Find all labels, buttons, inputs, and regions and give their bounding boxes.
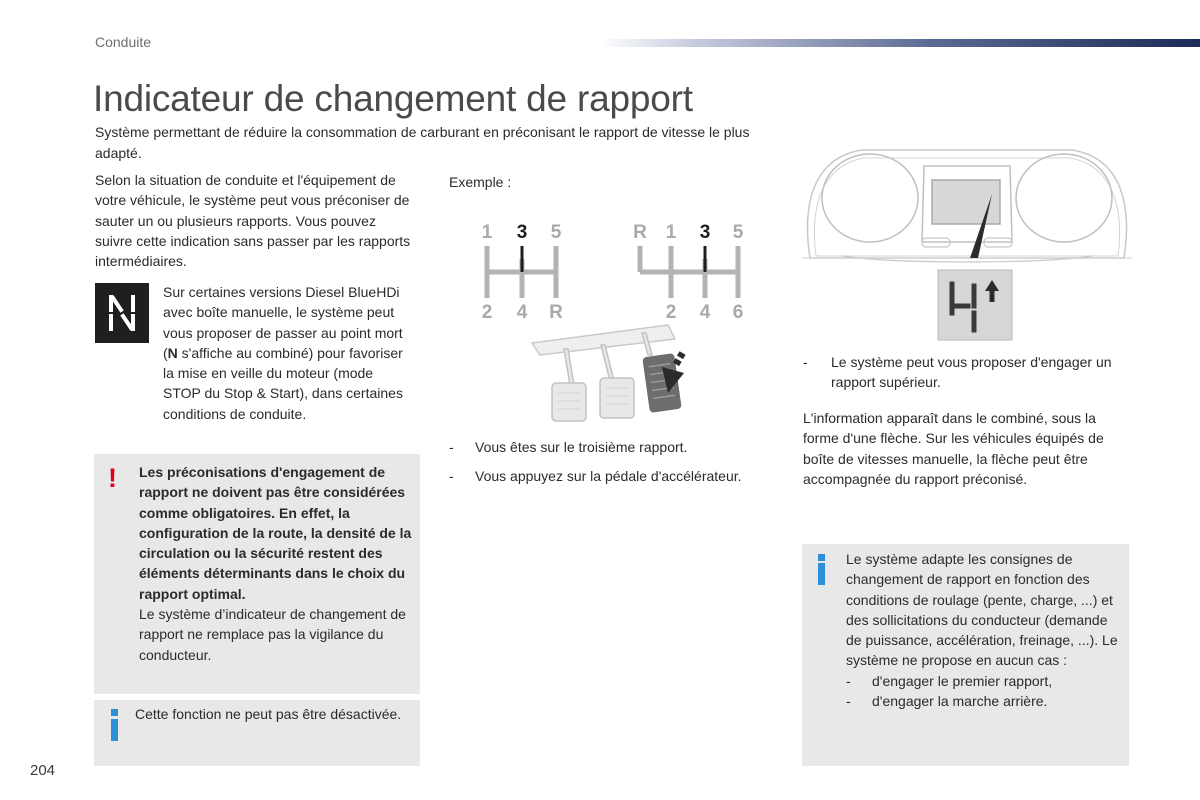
page-title: Indicateur de changement de rapport	[93, 78, 693, 119]
page-number: 204	[30, 762, 56, 779]
gear-6-top-5: 5	[732, 222, 744, 243]
gear-5-top-5: 5	[550, 222, 562, 243]
gear-5-bottom-4: 4	[516, 302, 528, 323]
example-bullet-2: - Vous appuyez sur la pédale d'accélérateur.	[449, 468, 742, 484]
warning-text	[139, 462, 415, 665]
cluster-paragraph: L'information apparaît dans le combiné, sous la forme d'une flèche. Sur les véhicules équipés de boîte de vitesses manuelle, la flèche peut être accompagnée du rapport préconisé.	[803, 410, 1104, 487]
info-icon	[818, 554, 825, 561]
col1-paragraph: Selon la situation de conduite et l'équipement de votre véhicule, le système peut vous préconiser de sauter un ou plusieurs rapports. Vous pouvez suivre cette indication sans passer par les rapports intermédiaires.	[95, 172, 411, 270]
gear-6-top-3: 3	[699, 222, 711, 243]
info-icon-bar	[818, 563, 825, 585]
instrument-cluster-illustration	[802, 146, 1132, 346]
gear-6-top-1: 1	[665, 222, 677, 243]
gearbox-pedal-illustration	[470, 215, 770, 427]
info-2-paragraph: Le système adapte les consignes de changement de rapport en fonction des conditions de roulage (pente, charge, ...) et des sollicitations du conducteur (demande de puissance, accélération, freinage, ...). Le système ne propose en aucun cas :	[846, 551, 1118, 669]
gear-5-top-3: 3	[516, 222, 528, 243]
gear-6-bottom-2: 2	[665, 302, 677, 323]
cluster-bullet: - Le système peut vous proposer d'engager un rapport supérieur.	[803, 354, 1112, 391]
gear-6-top-r: R	[633, 222, 647, 243]
warning-exclamation-icon: !	[108, 463, 117, 493]
warning-normal-text: Le système d’indicateur de changement de rapport ne remplace pas la vigilance du conducteur.	[139, 606, 406, 663]
header-bar	[600, 39, 1200, 47]
info-1-text: Cette fonction ne peut pas être désactivée.	[135, 706, 402, 722]
example-bullet-1: - Vous êtes sur le troisième rapport.	[449, 439, 688, 455]
info-icon	[111, 709, 118, 716]
gear-6-bottom-4: 4	[699, 302, 711, 323]
neutral-n-icon	[95, 283, 149, 343]
gear-6-bottom-6: 6	[732, 302, 744, 323]
intro-text: Système permettant de réduire la consommation de carburant en préconisant le rapport de vitesse le plus adapté.	[95, 124, 750, 161]
neutral-info-text: Sur certaines versions Diesel BlueHDi avec boîte manuelle, le système peut vous proposer de passer au point mort (N s'affiche au combiné) pour favoriser la mise en veille du moteur (mode STOP du Stop & Start), dans certaines conditions de conduite.	[163, 284, 403, 422]
gear-5-bottom-r: R	[549, 302, 563, 323]
warning-bold-text: Les préconisations d'engagement de rapport ne doivent pas être considérées comme obligatoires. En effet, la configuration de la route, la densité de la circulation ou la sécurité restent des éléments déterminants dans le choix du rapport optimal.	[139, 464, 412, 602]
example-label: Exemple :	[449, 174, 512, 190]
gear-5-bottom-2: 2	[481, 302, 493, 323]
gear-5-top-1: 1	[481, 222, 493, 243]
section-title: Conduite	[95, 34, 152, 50]
info-icon-bar	[111, 719, 118, 741]
info-2-item: - d'engager la marche arrière.	[846, 693, 1048, 710]
info-2-text	[846, 549, 1122, 711]
info-2-item: - d'engager le premier rapport,	[846, 672, 1053, 689]
